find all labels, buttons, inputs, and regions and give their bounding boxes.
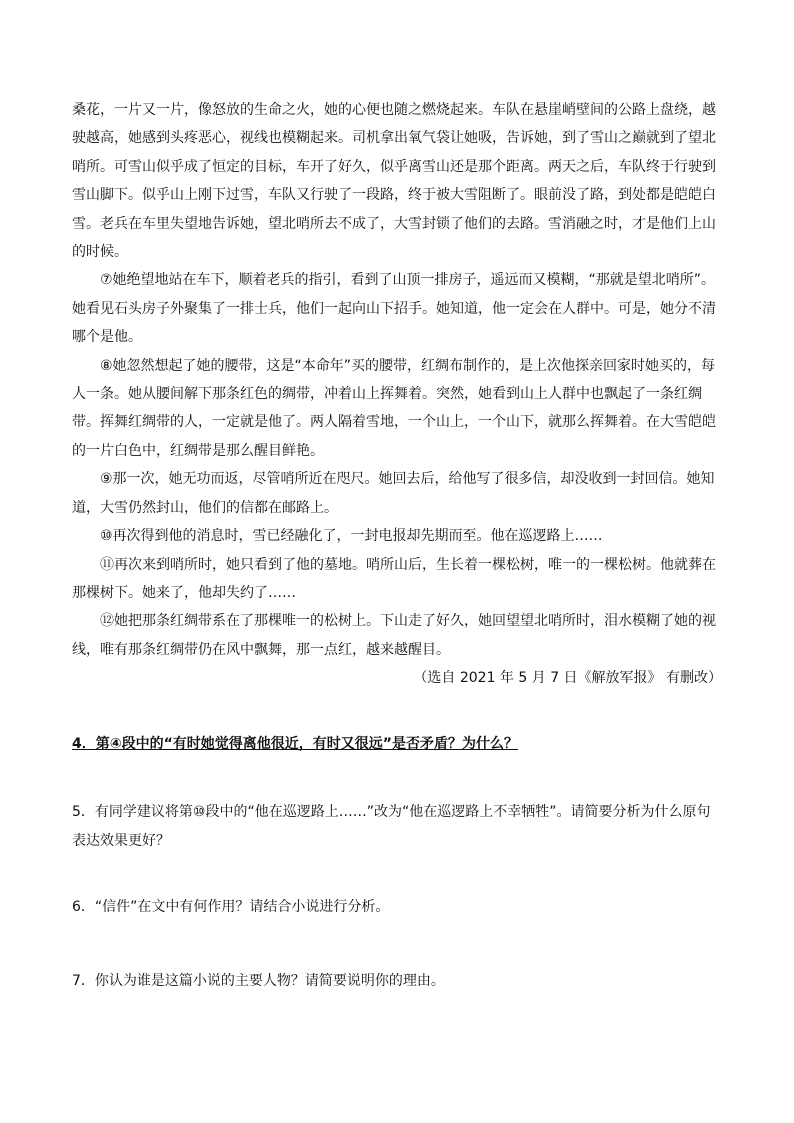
paragraph-8: ⑧她忽然想起了她的腰带，这是“本命年”买的腰带，红绸布制作的，是上次他探亲回家时她买的，每人一条。她从腰间解下那条红色的绸带，冲着山上挥舞着。突然，她看到山上人群中也飘起了一条红绸带。挥舞红绸带的人，一定就是他了。两人隔着雪地，一个山上，一个山下，就那么挥舞着。在大雪皑皑的一片白色中，红绸带是那么醒目鲜艳。 — [72, 357, 716, 459]
question-7: 7．你认为谁是这篇小说的主要人物？请简要说明你的理由。 — [72, 972, 445, 989]
passage — [72, 96, 722, 693]
paragraph-7: ⑦她绝望地站在车下，顺着老兵的指引，看到了山顶一排房子，遥远而又模糊，“那就是望北哨所”。她看见石头房子外聚集了一排士兵，他们一起向山下招手。她知道，他一定会在人群中。可是，她分不清哪个是他。 — [72, 272, 716, 346]
source-citation: （选自 2021 年 5 月 7 日《解放军报》 有删改） — [413, 670, 722, 687]
paragraph-6-continued: 桑花，一片又一片，像怒放的生命之火，她的心便也随之燃烧起来。车队在悬崖峭壁间的公路上盘绕，越驶越高，她感到头疼恶心，视线也模糊起来。司机拿出氧气袋让她吸，告诉她，到了雪山之巅就到了望北哨所。可雪山似乎成了恒定的目标，车开了好久，似乎离雪山还是那个距离。两天之后，车队终于行驶到雪山脚下。似乎山上刚下过雪，车队又行驶了一段路，终于被大雪阻断了。眼前没了路，到处都是皑皑白雪。老兵在车里失望地告诉她，望北哨所去不成了，大雪封锁了他们的去路。雪消融之时，才是他们上山的时候。 — [72, 102, 716, 261]
question-6: 6．“信件”在文中有何作用？请结合小说进行分析。 — [72, 899, 390, 916]
paragraph-10: ⑩再次得到他的消息时，雪已经融化了，一封电报却先期而至。他在巡逻路上…… — [100, 528, 603, 545]
paragraph-12: ⑫她把那条红绸带系在了那棵唯一的松树上。下山走了好久，她回望望北哨所时，泪水模糊了她的视线，唯有那条红绸带仍在风中飘舞，那一点红，越来越醒目。 — [72, 613, 716, 658]
paragraph-9: ⑨那一次，她无功而返，尽管哨所近在咫尺。她回去后，给他写了很多信，却没收到一封回信。她知道，大雪仍然封山，他们的信都在邮路上。 — [72, 471, 715, 516]
question-5: 5．有同学建议将第⑩段中的“他在巡逻路上……”改为“他在巡逻路上不幸牺牲”。请简要分析为什么原句表达效果更好？ — [72, 804, 711, 849]
paragraph-11: ⑪再次来到哨所时，她只看到了他的墓地。哨所山后，生长着一棵松树，唯一的一棵松树。他就葬在那棵树下。她来了，他却失约了…… — [72, 556, 716, 601]
question-4: 4．第④段中的“有时她觉得离他很近，有时又很远”是否矛盾？为什么？ — [72, 736, 518, 752]
questions — [72, 730, 722, 995]
